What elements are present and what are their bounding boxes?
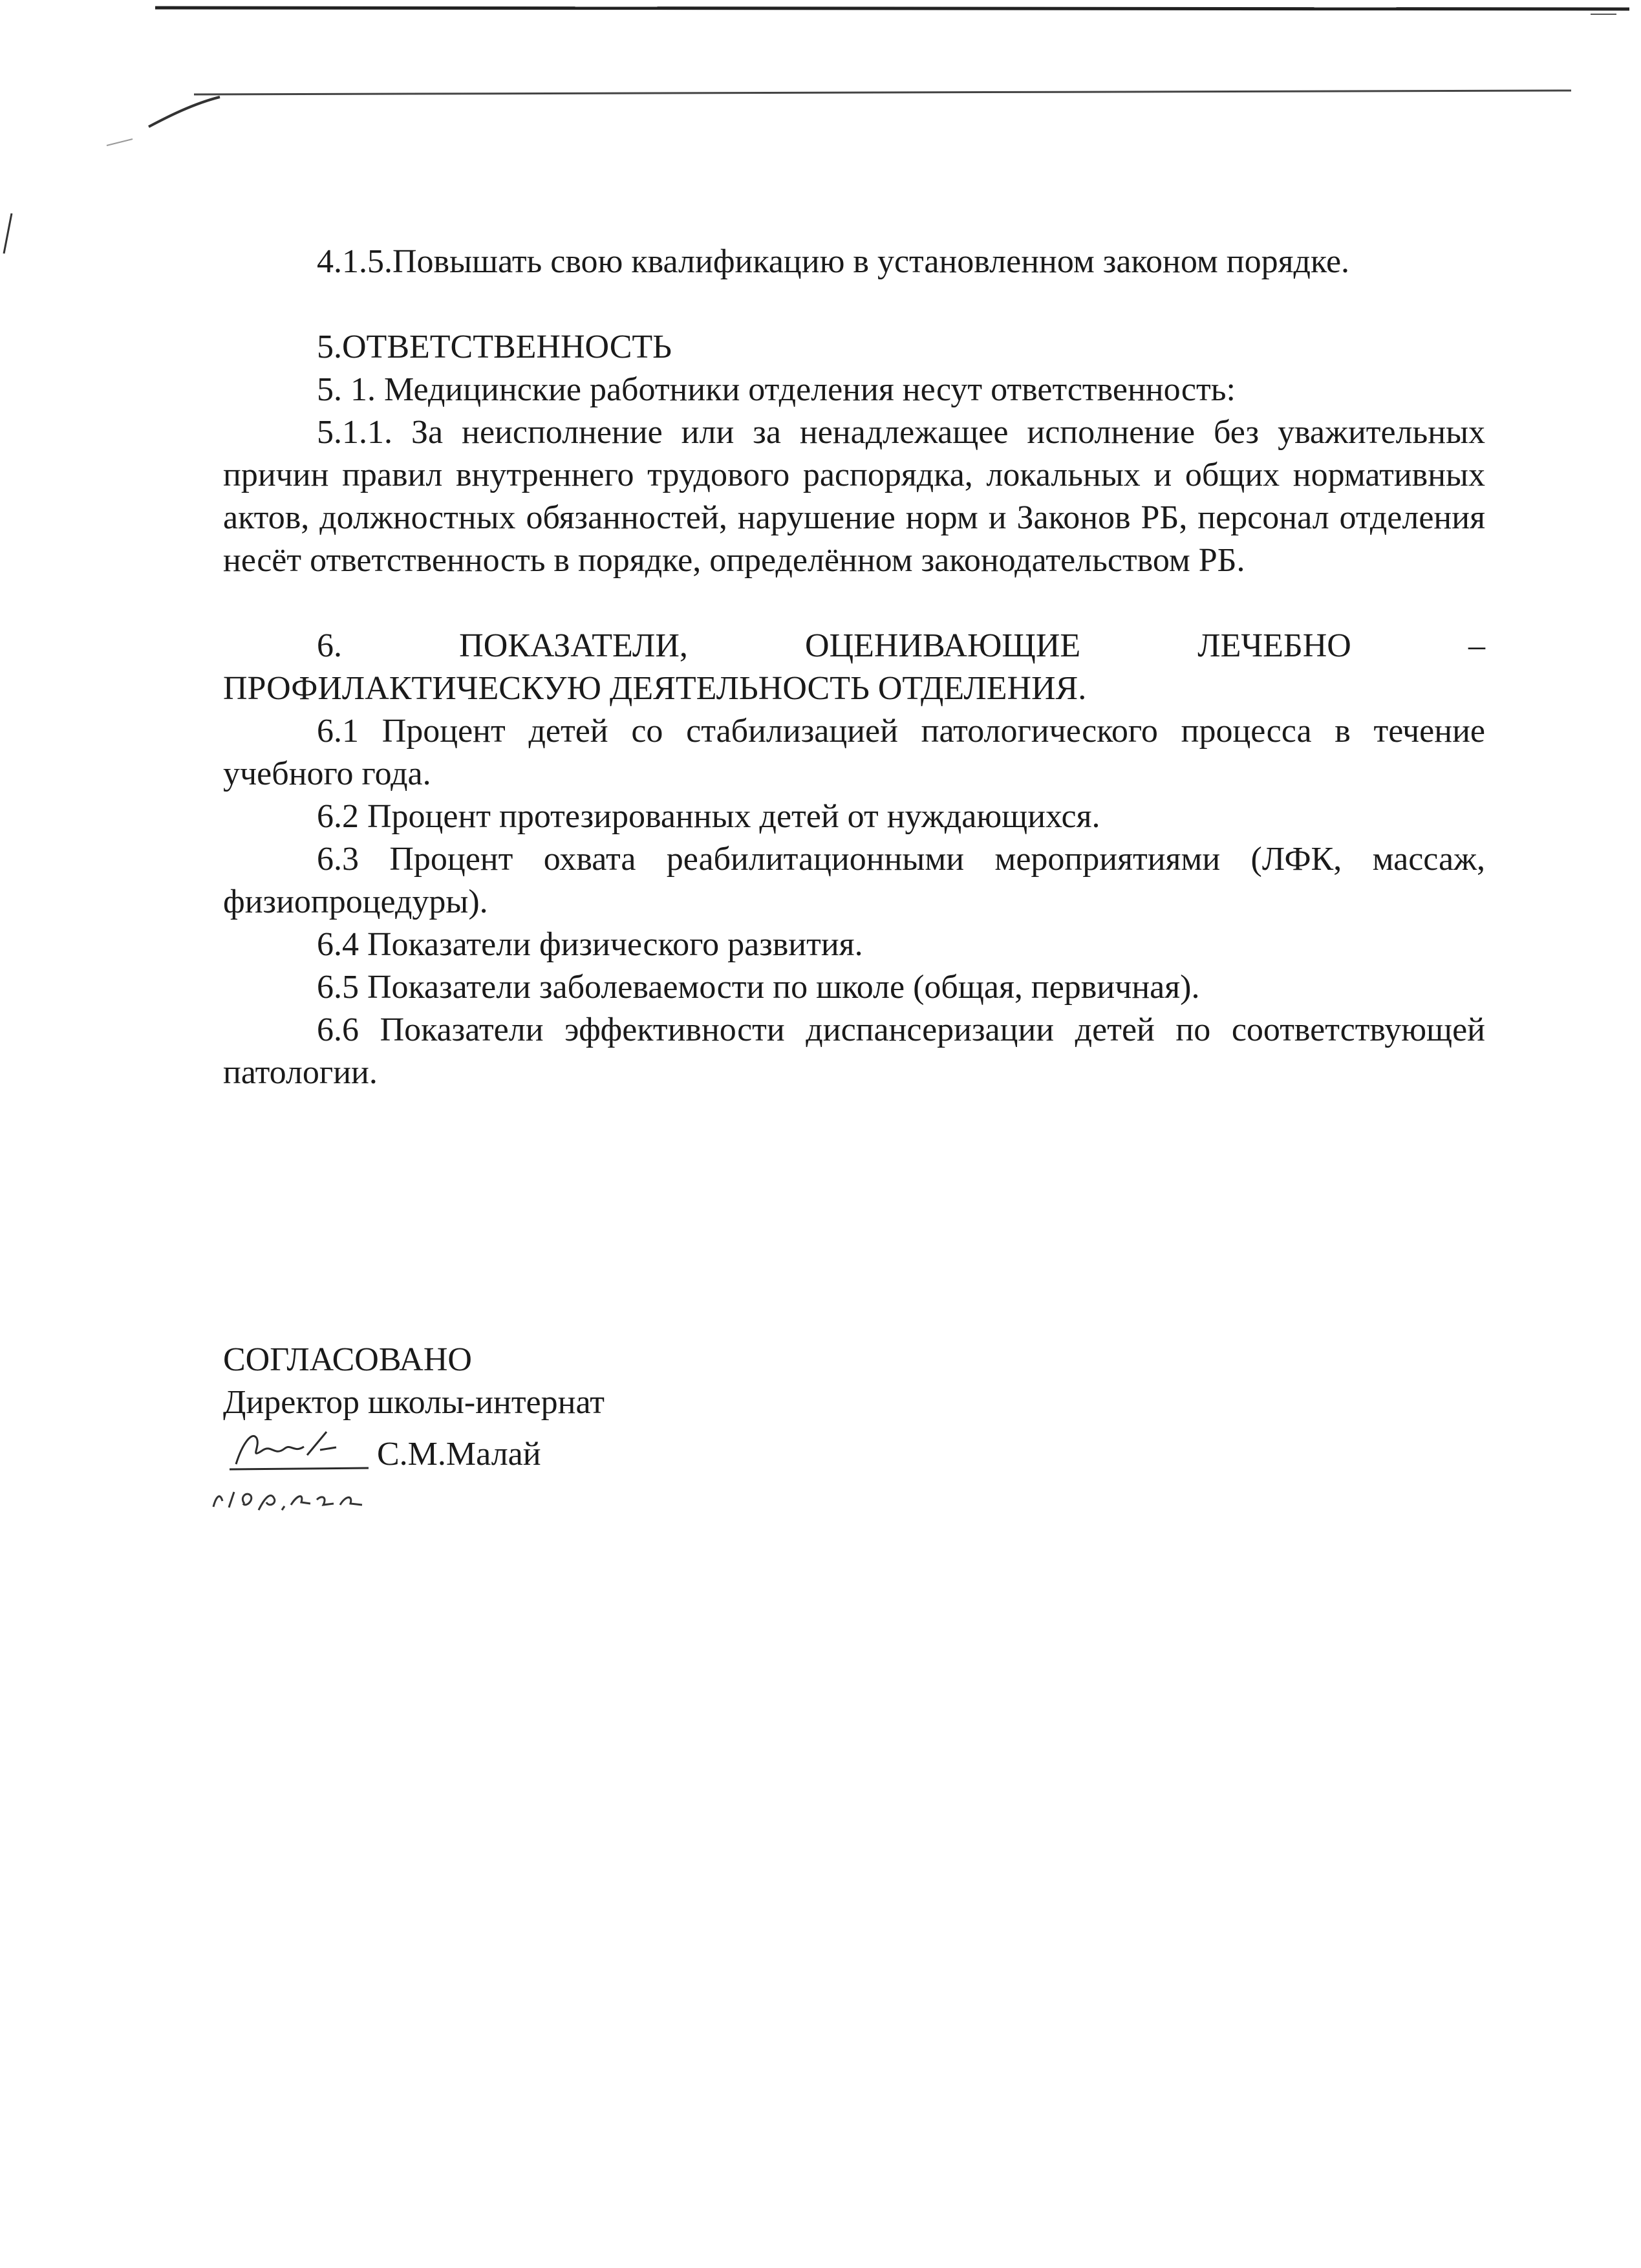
paragraph-4-1-5: 4.1.5.Повышать свою квалификацию в установленном законом порядке. <box>317 243 1350 280</box>
paragraph-6-5: 6.5 Показатели заболеваемости по школе (общая, первичная). <box>317 969 1200 1006</box>
section-6-heading-line1: 6. ПОКАЗАТЕЛИ, ОЦЕНИВАЮЩИЕ ЛЕЧЕБНО – <box>317 627 1485 664</box>
handwritten-signature <box>223 1424 372 1476</box>
approval-block <box>223 1339 999 1476</box>
document-body <box>223 241 1485 1094</box>
director-position: Директор школы-интернат <box>223 1384 605 1421</box>
handwritten-date <box>207 1471 401 1520</box>
section-6-heading-line2: ПРОФИЛАКТИЧЕСКУЮ ДЕЯТЕЛЬНОСТЬ ОТДЕЛЕНИЯ. <box>223 670 1087 707</box>
signature-line <box>223 1424 999 1476</box>
paragraph-6-1: 6.1 Процент детей со стабилизацией патологического процесса в течение учебного года. <box>223 713 1485 792</box>
paragraph-6-4: 6.4 Показатели физического развития. <box>317 926 863 963</box>
paragraph-5-1: 5. 1. Медицинские работники отделения несут ответственность: <box>317 371 1236 408</box>
paragraph-6-2: 6.2 Процент протезированных детей от нуждающихся. <box>317 798 1100 835</box>
paragraph-6-3: 6.3 Процент охвата реабилитационными мероприятиями (ЛФК, массаж, физиопроцедуры). <box>223 841 1485 920</box>
paragraph-6-6: 6.6 Показатели эффективности диспансеризации детей по соответствующей патологии. <box>223 1011 1485 1091</box>
paragraph-5-1-1: 5.1.1. За неисполнение или за ненадлежащее исполнение без уважительных причин правил внутреннего трудового распорядка, локальных и общих нормативных актов, должностных обязанностей, нарушение норм и Законов РБ, персонал отделения несёт ответственность в порядке, определённом законодательством РБ. <box>223 414 1485 579</box>
director-name: С.М.Малай <box>377 1436 541 1473</box>
section-5-heading: 5.ОТВЕТСТВЕННОСТЬ <box>317 329 672 365</box>
approval-label: СОГЛАСОВАНО <box>223 1341 472 1378</box>
